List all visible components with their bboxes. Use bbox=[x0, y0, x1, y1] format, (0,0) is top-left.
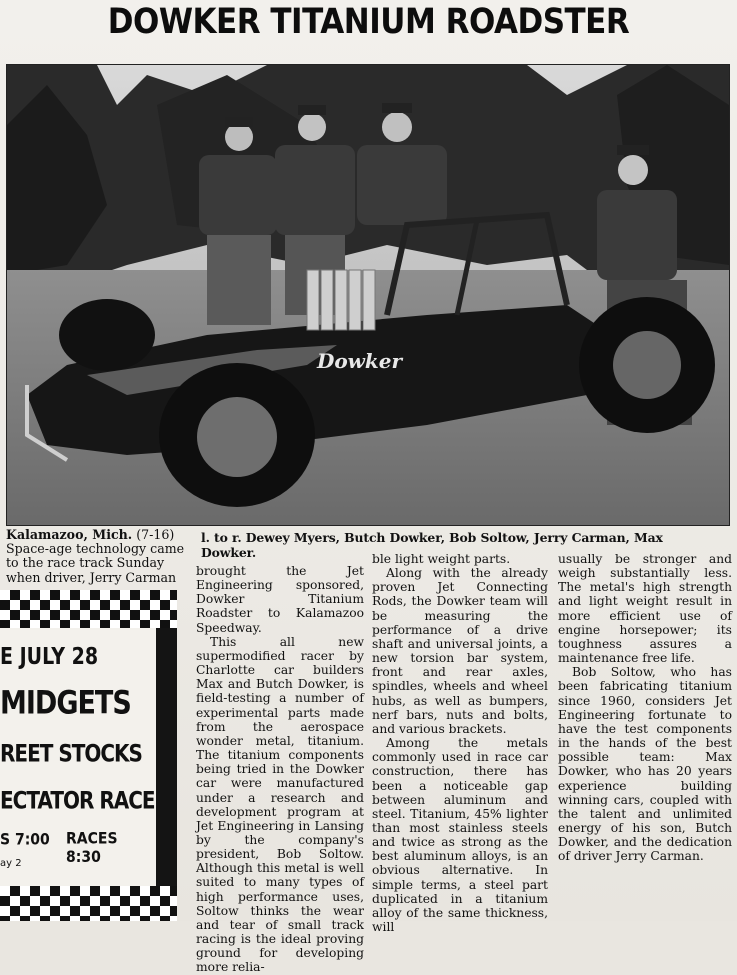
photo-caption-names: l. to r. Dewey Myers, Butch Dowker, Bob Soltow, Jerry Carman, Max Dowker. bbox=[201, 530, 663, 560]
ad-panel bbox=[0, 628, 156, 886]
article-paragraph: usually be stronger and weigh substantially less. The metal's high strength and light weight result in more efficient use of engine horsepower; its toughness assures a maintenance free life. bbox=[558, 552, 732, 666]
caption-date: (7-16) bbox=[136, 527, 175, 542]
ad-midgets: MIDGETS bbox=[0, 684, 131, 723]
article-paragraph: Bob Soltow, who has been fabricating titanium since 1960, considers Jet Engineering fortunate to have the test components in the hands of the best possible team: Max Dowker, who has 20 years experience building winning cars, coupled with the talent and unlimited energy of his son, Butch Dowker, and the dedication of driver Jerry Carman. bbox=[558, 665, 732, 864]
checkered-flag-border-bottom bbox=[0, 886, 177, 921]
caption-place: Kalamazoo, Mich. bbox=[6, 527, 133, 542]
car-logo-text: Dowker bbox=[317, 349, 403, 373]
article-column-2 bbox=[196, 564, 364, 975]
race-car-photo bbox=[6, 64, 730, 526]
caption-lead bbox=[6, 528, 194, 585]
ad-footer: ay 2 bbox=[0, 858, 22, 869]
ad-spectator-race: ECTATOR RACE bbox=[0, 785, 155, 815]
ad-time-gates: S 7:00 bbox=[0, 830, 50, 850]
ad-street-stocks: REET STOCKS bbox=[0, 738, 142, 768]
article-paragraph: ble light weight parts. bbox=[372, 552, 511, 566]
article-paragraph: Among the metals commonly used in race car construction, there has been a noticeable gap between aluminum and steel. Titanium, 45% lighter than most stainless steels and twice as strong as the best aluminum alloys, is an obvious alternative. In simple terms, a steel part duplicated in a titanium alloy of the same thickness, will bbox=[372, 736, 548, 935]
race-advertisement bbox=[0, 590, 177, 921]
caption-lead-text: Space-age technology came to the race track Sunday when driver, Jerry Carman bbox=[6, 541, 185, 585]
headline: DOWKER TITANIUM ROADSTER bbox=[107, 1, 630, 43]
article-paragraph: This all new supermodified racer by Charlotte car builders Max and Butch Dowker, is field-testing a number of experimental parts made from the aerospace wonder metal, titanium. The titanium components being tried in the Dowker car were manufactured under a research and development program at Jet Engineering in Lansing by the company's president, Bob Soltow. Although this metal is well suited to many types of high performance uses, Soltow thinks the wear and tear of small track racing is the ideal proving ground for developing more relia- bbox=[196, 634, 364, 975]
article-column-3 bbox=[372, 552, 548, 934]
article-paragraph: brought the Jet Engineering sponsored, Dowker Titanium Roadster to Kalamazoo Speedway. bbox=[196, 564, 364, 635]
photo-illustration bbox=[7, 65, 729, 525]
checkered-flag-border bbox=[0, 590, 177, 628]
article-column-4 bbox=[558, 552, 732, 863]
article-paragraph: Along with the already proven Jet Connecting Rods, the Dowker team will be measuring the performance of a drive shaft and universal joints, a new torsion bar system, front and rear axles, spindles, wheels and wheel hubs, as well as bumpers, nerf bars, nuts and bolts, and various brackets. bbox=[372, 566, 548, 736]
ad-time-races: RACES 8:30 bbox=[66, 829, 118, 867]
ad-date: E JULY 28 bbox=[0, 643, 99, 671]
